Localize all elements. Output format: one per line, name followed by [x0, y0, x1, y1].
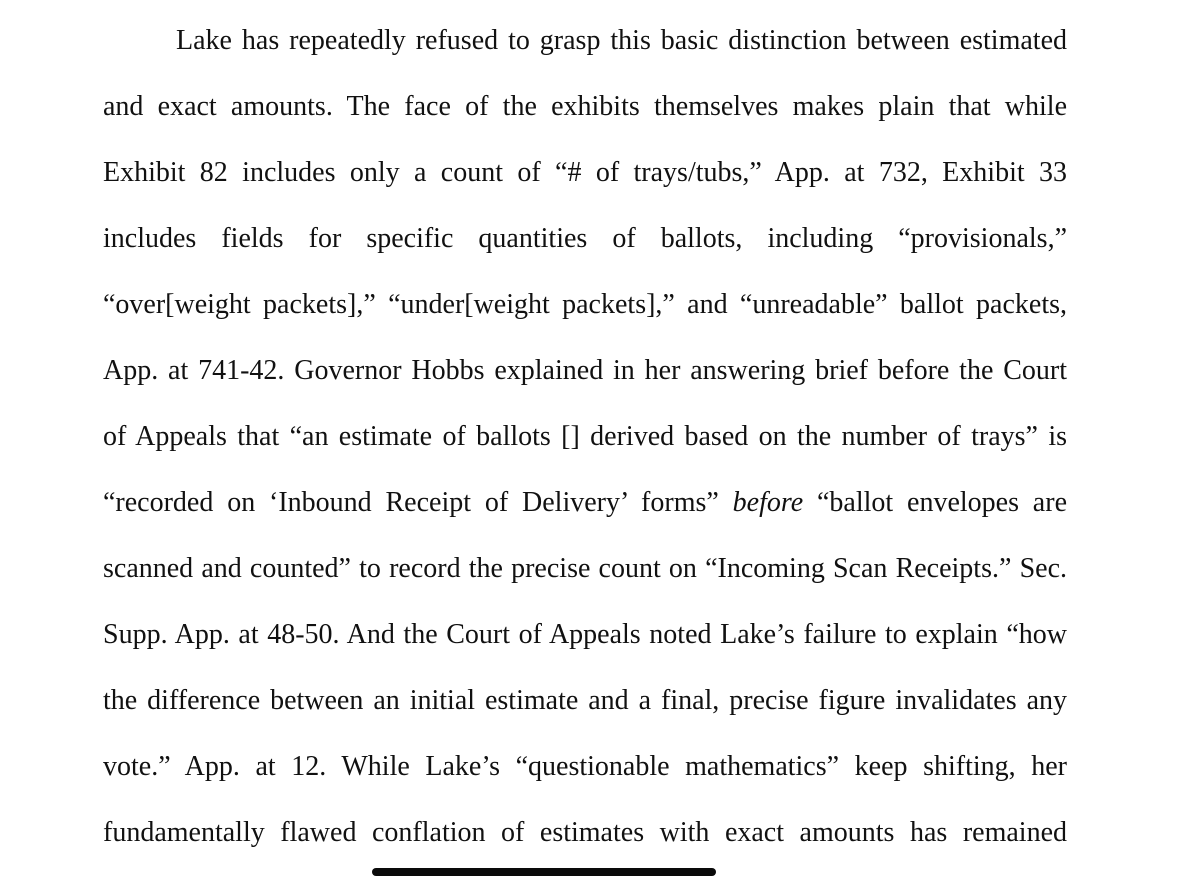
paragraph-line-12: vote.” App. at 12. While Lake’s “questionable mathematics” keep shifting, her [103, 751, 1067, 782]
home-indicator-bar[interactable] [372, 868, 716, 876]
paragraph-line-5: “over[weight packets],” “under[weight packets],” and “unreadable” ballot packets, [103, 289, 1067, 320]
line-8-text-start: “recorded on ‘Inbound Receipt of Delivery’ forms” [103, 487, 733, 518]
emphasized-word: before [732, 487, 804, 518]
paragraph-line-8 [103, 486, 1067, 520]
line-8-text-end: “ballot envelopes are [803, 487, 1067, 518]
paragraph-line-7: of Appeals that “an estimate of ballots [] derived based on the number of trays” is [103, 421, 1067, 452]
paragraph-line-4: includes fields for specific quantities of ballots, including “provisionals,” [103, 223, 1067, 254]
paragraph-line-10: Supp. App. at 48-50. And the Court of Appeals noted Lake’s failure to explain “how [103, 619, 1067, 650]
paragraph-line-11: the difference between an initial estimate and a final, precise figure invalidates any [103, 685, 1067, 716]
paragraph-line-6: App. at 741-42. Governor Hobbs explained in her answering brief before the Court [103, 355, 1067, 386]
paragraph-line-2: and exact amounts. The face of the exhibits themselves makes plain that while [103, 91, 1067, 122]
paragraph-line-3: Exhibit 82 includes only a count of “# of trays/tubs,” App. at 732, Exhibit 33 [103, 157, 1067, 188]
paragraph-line-1: Lake has repeatedly refused to grasp this basic distinction between estimated [176, 25, 1067, 56]
paragraph-line-13: fundamentally flawed conflation of estimates with exact amounts has remained [103, 817, 1067, 848]
paragraph-line-9: scanned and counted” to record the precise count on “Incoming Scan Receipts.” Sec. [103, 553, 1067, 584]
